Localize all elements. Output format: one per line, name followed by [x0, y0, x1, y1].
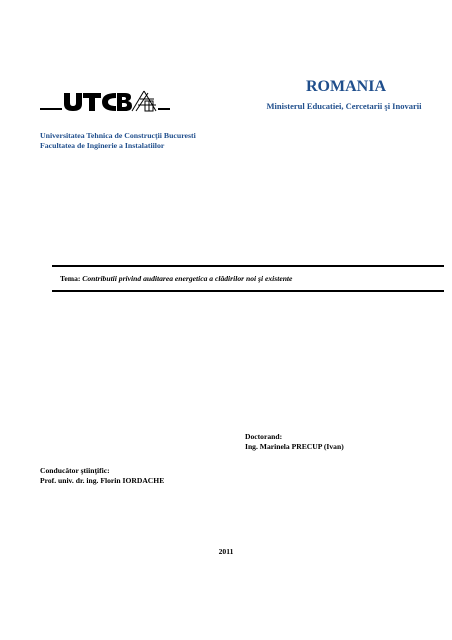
topic-bottom-rule: [52, 290, 444, 292]
institution-block: [40, 131, 196, 151]
doctorand-label: Doctorand:: [245, 432, 283, 441]
ministry-name: Ministerul Educatiei, Cercetarii şi Inovarii: [266, 101, 422, 111]
doctorand-name: Ing. Marinela PRECUP (Ivan): [245, 442, 344, 451]
topic-title: Contributii privind auditarea energetica a clădirilor noi şi existente: [82, 274, 293, 283]
university-name: Universitatea Tehnica de Construcţii Bucuresti: [40, 131, 196, 140]
topic-top-rule: [52, 265, 444, 267]
supervisor-name: Prof. univ. dr. ing. Florin IORDACHE: [40, 476, 165, 485]
doctorand-block: [245, 432, 344, 452]
supervisor-block: [40, 466, 164, 486]
topic-line: [60, 274, 292, 283]
year: 2011: [218, 547, 234, 556]
country-heading: ROMANIA: [306, 78, 386, 95]
supervisor-label: Conducător ştiinţific:: [40, 466, 110, 475]
faculty-name: Facultatea de Inginerie a Instalatiilor: [40, 141, 165, 150]
topic-label: Tema:: [60, 274, 81, 283]
utcb-logo: [40, 87, 170, 117]
utcb-logo-graphic: [40, 87, 170, 117]
